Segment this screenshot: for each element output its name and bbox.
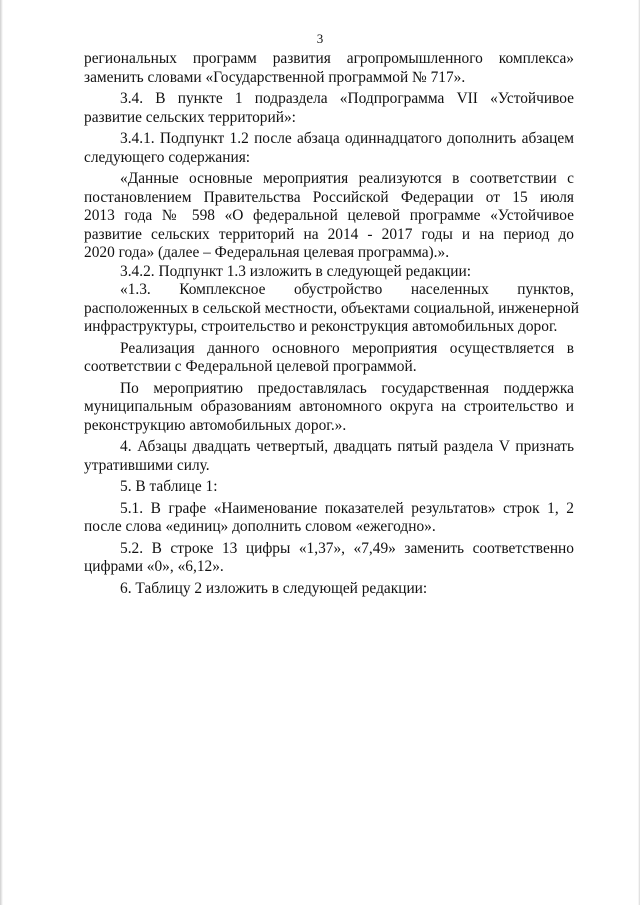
- text-line: развитие сельских территорий»:: [84, 108, 296, 126]
- text-line: 4. Абзацы двадцать четвертый, двадцать пятый раздела V признать: [120, 438, 574, 455]
- scan-edge-left: [0, 0, 3, 905]
- text-line: 2020 года» (далее – Федеральная целевая программа).».: [84, 244, 450, 261]
- document-body: [84, 50, 579, 598]
- text-line: утратившими силу.: [84, 456, 210, 474]
- text-line: следующего содержания:: [84, 148, 251, 166]
- text-line: 5. В таблице 1:: [120, 478, 218, 495]
- text-line: реконструкцию автомобильных дорог.».: [84, 416, 347, 434]
- text-line: заменить словами «Государственной программой № 717».: [84, 68, 466, 86]
- text-line: По мероприятию предоставлялась государственная поддержка: [120, 379, 574, 397]
- text-line: «Данные основные мероприятия реализуются в соответствии с: [120, 170, 574, 187]
- text-line: 6. Таблицу 2 изложить в следующей редакции:: [120, 579, 428, 597]
- text-line: соответствии с Федеральной целевой программой.: [84, 358, 417, 375]
- text-line: расположенных в сельской местности, объектами социальной, инженерной: [84, 299, 579, 317]
- text-line: развитие сельских территорий на 2014 - 2017 годы и на период до: [84, 225, 574, 243]
- text-line: 3.4. В пункте 1 подраздела «Подпрограмма VII «Устойчивое: [120, 90, 574, 107]
- text-line: «1.3. Комплексное обустройство населенных пунктов,: [120, 281, 574, 298]
- text-line: 5.2. В строке 13 цифры «1,37», «7,49» заменить соответственно: [120, 539, 574, 557]
- text-line: Реализация данного основного мероприятия осуществляется в: [120, 339, 574, 357]
- text-line: цифрами «0», «6,12».: [84, 558, 224, 575]
- text-line: 3.4.1. Подпункт 1.2 после абзаца одиннадцатого дополнить абзацем: [120, 130, 574, 147]
- text-line: региональных программ развития агропромышленного комплекса»: [84, 50, 574, 67]
- text-line: 3.4.2. Подпункт 1.3 изложить в следующей редакции:: [120, 262, 472, 280]
- text-line: после слова «единиц» дополнить словом «ежегодно».: [84, 518, 436, 535]
- text-line: постановлением Правительства Российской Федерации от 15 июля: [84, 188, 574, 206]
- page-number: 3: [316, 31, 324, 46]
- text-line: муниципальным образованиям автономного округа на строительство и: [84, 398, 574, 415]
- text-line: 5.1. В графе «Наименование показателей результатов» строк 1, 2: [120, 499, 574, 517]
- text-line: инфраструктуры, строительство и реконструкция автомобильных дорог.: [84, 318, 558, 335]
- text-line: 2013 года № 598 «О федеральной целевой программе «Устойчивое: [84, 207, 574, 224]
